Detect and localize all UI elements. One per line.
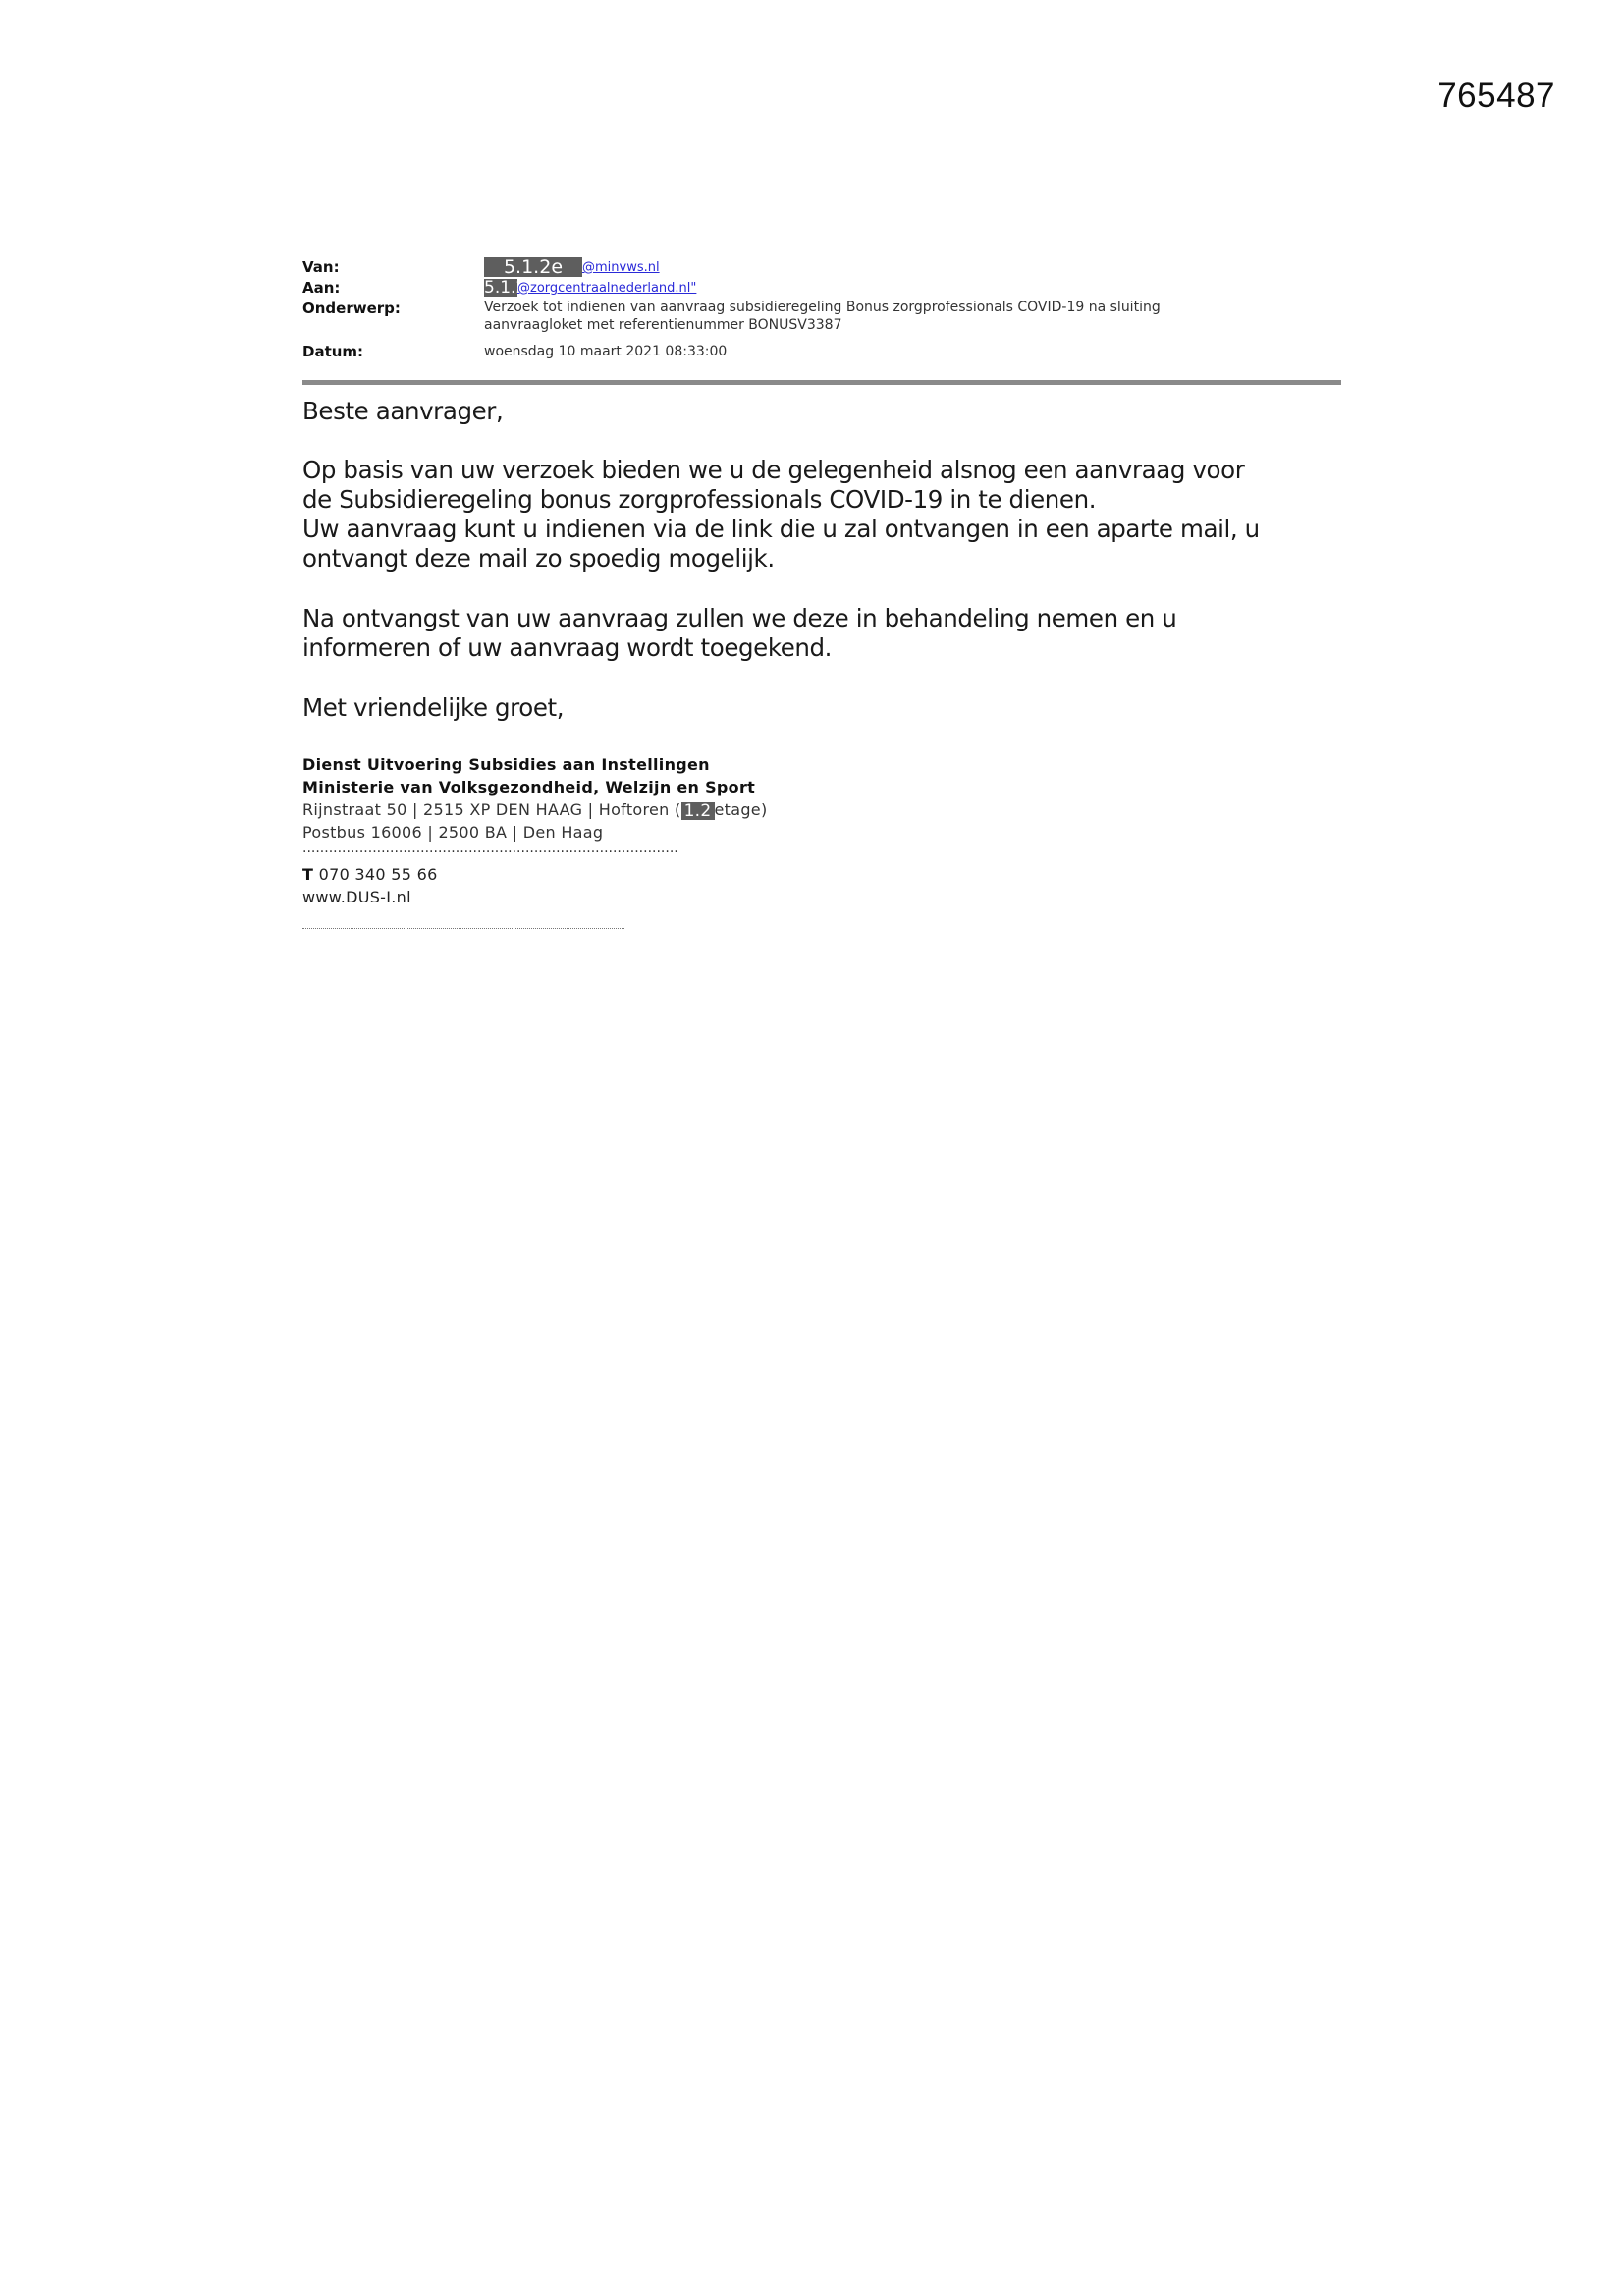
signature-org-line-1: Dienst Uitvoering Subsidies aan Instellingen [302, 755, 710, 774]
signature-address-line-1: Rijnstraat 50 | 2515 XP DEN HAAG | Hoftoren ( 1.2 etage) [302, 800, 768, 821]
email-signature [302, 753, 1337, 929]
closing: Met vriendelijke groet, [302, 693, 565, 722]
paragraph-1 [302, 456, 1337, 574]
subject-label: Onderwerp: [302, 300, 401, 317]
signature-website[interactable]: www.DUS-I.nl [302, 888, 411, 906]
paragraph-2-line-1: Na ontvangst van uw aanvraag zullen we deze in behandeling nemen en u [302, 604, 1177, 632]
signature-bottom-rule [302, 928, 624, 929]
phone-number: 070 340 55 66 [313, 865, 438, 884]
paragraph-2-line-2: informeren of uw aanvraag wordt toegekend. [302, 633, 833, 662]
document-number: 765487 [1437, 77, 1555, 115]
signature-address-line-2: Postbus 16006 | 2500 BA | Den Haag [302, 823, 604, 842]
date-value: woensdag 10 maart 2021 08:33:00 [484, 344, 728, 359]
subject-value [484, 299, 1250, 334]
paragraph-1-line-2: de Subsidieregeling bonus zorgprofessionals COVID-19 in te dienen. [302, 485, 1097, 514]
signature-org-line-2: Ministerie van Volksgezondheid, Welzijn en Sport [302, 778, 756, 796]
to-email-link[interactable]: @zorgcentraalnederland.nl" [517, 281, 697, 296]
phone-prefix: T [302, 865, 314, 884]
paragraph-1-line-4: ontvangt deze mail zo spoedig mogelijk. [302, 544, 775, 573]
from-label: Van: [302, 258, 340, 276]
subject-line-1: Verzoek tot indienen van aanvraag subsidieregeling Bonus zorgprofessionals COVID-19 na sluiting [484, 300, 1161, 315]
signature-phone [302, 863, 1337, 886]
from-redaction: 5.1.2e [484, 257, 582, 277]
to-redaction: 5.1.2e [484, 278, 537, 298]
signature-dotted-separator: ...................................................................................... [302, 841, 678, 856]
from-value [484, 257, 1337, 278]
email-body [302, 397, 1337, 723]
email-header [302, 257, 1337, 362]
subject-line-2: aanvraagloket met referentienummer BONUSV3387 [484, 317, 842, 333]
from-email-link[interactable]: @minvws.nl [582, 260, 660, 275]
paragraph-2 [302, 604, 1337, 663]
to-value [484, 278, 1337, 299]
paragraph-1-line-3: Uw aanvraag kunt u indienen via de link die u zal ontvangen in een aparte mail, u [302, 515, 1260, 543]
date-label: Datum: [302, 343, 364, 360]
to-label: Aan: [302, 279, 341, 297]
header-divider [302, 380, 1341, 385]
greeting: Beste aanvrager, [302, 397, 504, 425]
paragraph-1-line-1: Op basis van uw verzoek bieden we u de gelegenheid alsnog een aanvraag voor [302, 456, 1245, 484]
floor-redaction: 1.2 [681, 802, 715, 820]
email-message [302, 257, 1337, 929]
